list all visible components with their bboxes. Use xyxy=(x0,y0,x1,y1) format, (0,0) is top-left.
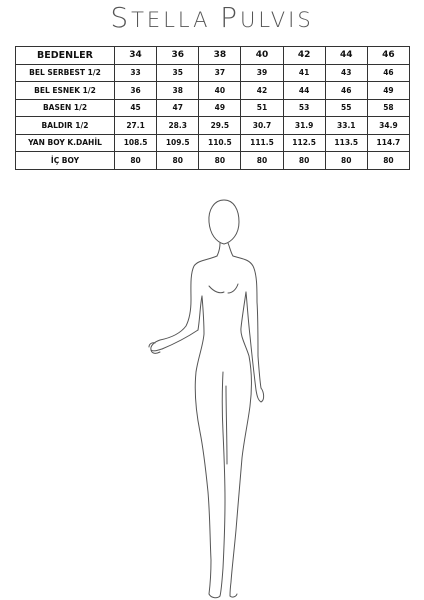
row-label: İÇ BOY xyxy=(16,152,115,170)
header-label: BEDENLER xyxy=(16,47,115,65)
table-cell: 80 xyxy=(199,152,241,170)
table-cell: 35 xyxy=(157,64,199,82)
brand-logo: STELLA PULVIS xyxy=(110,1,314,34)
table-cell: 109.5 xyxy=(157,134,199,152)
table-cell: 111.5 xyxy=(241,134,283,152)
row-label: BALDIR 1/2 xyxy=(16,117,115,135)
table-cell: 43 xyxy=(325,64,367,82)
table-cell: 46 xyxy=(325,82,367,100)
size-chart-table xyxy=(15,46,410,170)
table-cell: 58 xyxy=(367,99,409,117)
row-label: YAN BOY K.DAHİL xyxy=(16,134,115,152)
table-cell: 37 xyxy=(199,64,241,82)
table-row xyxy=(16,82,410,100)
table-cell: 80 xyxy=(115,152,157,170)
table-cell: 80 xyxy=(241,152,283,170)
table-row xyxy=(16,117,410,135)
table-cell: 49 xyxy=(199,99,241,117)
size-header-cell: 38 xyxy=(199,47,241,65)
row-label: BEL ESNEK 1/2 xyxy=(16,82,115,100)
table-cell: 41 xyxy=(283,64,325,82)
table-cell: 110.5 xyxy=(199,134,241,152)
table-row xyxy=(16,99,410,117)
table-cell: 51 xyxy=(241,99,283,117)
size-header-cell: 44 xyxy=(325,47,367,65)
table-cell: 46 xyxy=(367,64,409,82)
table-cell: 31.9 xyxy=(283,117,325,135)
table-cell: 49 xyxy=(367,82,409,100)
table-cell: 33.1 xyxy=(325,117,367,135)
table-cell: 33 xyxy=(115,64,157,82)
table-row xyxy=(16,134,410,152)
table-cell: 40 xyxy=(199,82,241,100)
table-cell: 27.1 xyxy=(115,117,157,135)
size-header-cell: 34 xyxy=(115,47,157,65)
table-cell: 42 xyxy=(241,82,283,100)
table-cell: 53 xyxy=(283,99,325,117)
table-cell: 34.9 xyxy=(367,117,409,135)
size-header-cell: 40 xyxy=(241,47,283,65)
table-cell: 28.3 xyxy=(157,117,199,135)
table-cell: 80 xyxy=(325,152,367,170)
table-cell: 47 xyxy=(157,99,199,117)
size-header-cell: 46 xyxy=(367,47,409,65)
table-cell: 112.5 xyxy=(283,134,325,152)
table-cell: 39 xyxy=(241,64,283,82)
body-outline-icon xyxy=(140,196,280,600)
size-header-cell: 42 xyxy=(283,47,325,65)
table-cell: 113.5 xyxy=(325,134,367,152)
table-cell: 80 xyxy=(157,152,199,170)
table-cell: 114.7 xyxy=(367,134,409,152)
table-row xyxy=(16,152,410,170)
table-cell: 45 xyxy=(115,99,157,117)
table-header-row xyxy=(16,47,410,65)
table-cell: 80 xyxy=(283,152,325,170)
table-cell: 44 xyxy=(283,82,325,100)
table-cell: 29.5 xyxy=(199,117,241,135)
row-label: BASEN 1/2 xyxy=(16,99,115,117)
row-label: BEL SERBEST 1/2 xyxy=(16,64,115,82)
table-row xyxy=(16,64,410,82)
table-cell: 108.5 xyxy=(115,134,157,152)
table-cell: 38 xyxy=(157,82,199,100)
table-cell: 30.7 xyxy=(241,117,283,135)
table-cell: 55 xyxy=(325,99,367,117)
table-cell: 36 xyxy=(115,82,157,100)
size-header-cell: 36 xyxy=(157,47,199,65)
table-cell: 80 xyxy=(367,152,409,170)
